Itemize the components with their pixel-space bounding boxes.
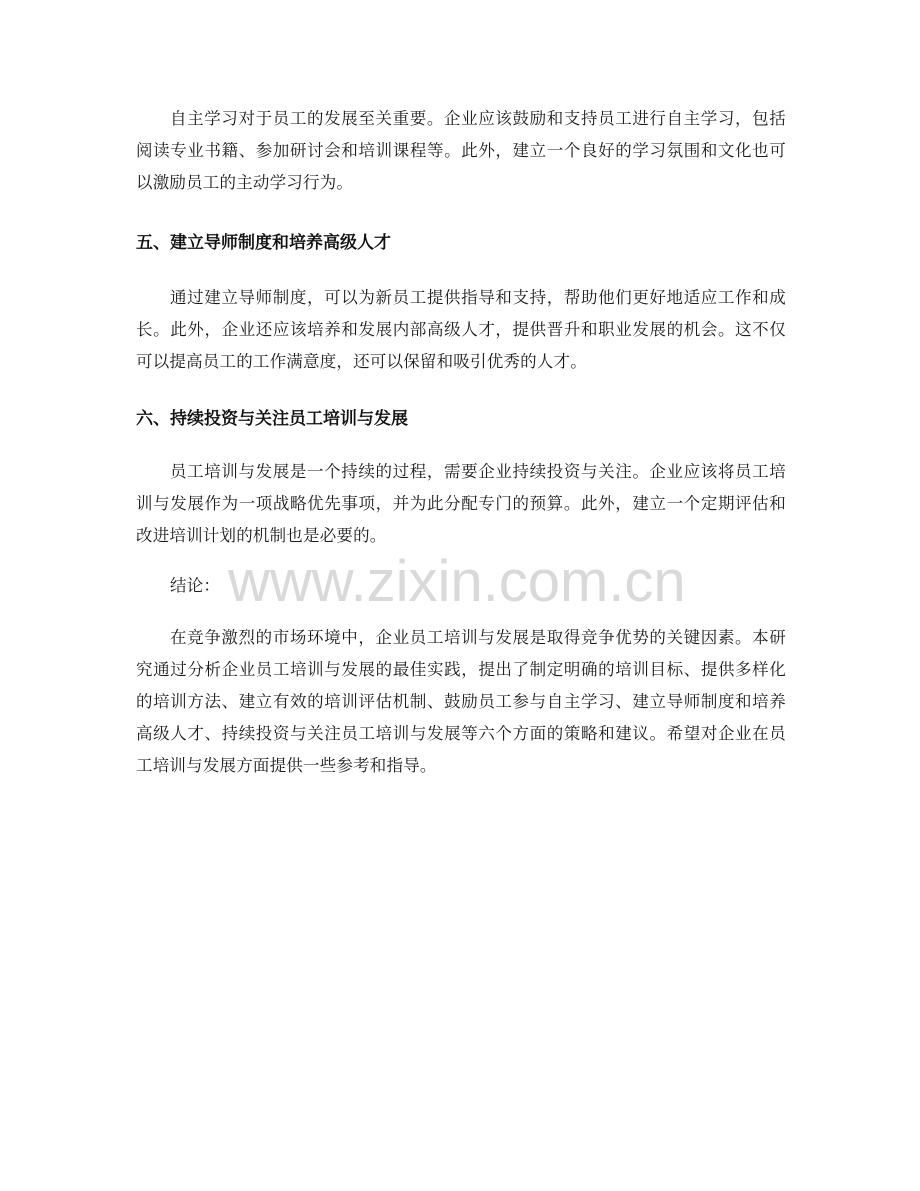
paragraph-mentorship: 通过建立导师制度，可以为新员工提供指导和支持，帮助他们更好地适应工作和成长。此外，企业还应该培养和发展内部高级人才，提供晋升和职业发展的机会。这不仅可以提高员工的工作满意度，还可以保留和吸引优秀的人才。 bbox=[136, 288, 786, 371]
paragraph-self-study: 自主学习对于员工的发展至关重要。企业应该鼓励和支持员工进行自主学习，包括阅读专业书籍、参加研讨会和培训课程等。此外，建立一个良好的学习氛围和文化也可以激励员工的主动学习行为。 bbox=[136, 109, 786, 192]
section-heading-5: 五、建立导师制度和培养高级人才 bbox=[136, 233, 391, 253]
paragraph-conclusion: 在竞争激烈的市场环境中，企业员工培训与发展是取得竞争优势的关键因素。本研究通过分析企业员工培训与发展的最佳实践，提出了制定明确的培训目标、提供多样化的培训方法、建立有效的培训评估机制、鼓励员工参与自主学习、建立导师制度和培养高级人才、持续投资与关注员工培训与发展等六个方面的策略和建议。希望对企业在员工培训与发展方面提供一些参考和指导。 bbox=[136, 628, 786, 775]
conclusion-label: 结论： bbox=[170, 576, 221, 595]
paragraph-continuous-investment: 员工培训与发展是一个持续的过程，需要企业持续投资与关注。企业应该将员工培训与发展作为一项战略优先事项，并为此分配专门的预算。此外，建立一个定期评估和改进培训计划的机制也是必要的。 bbox=[136, 462, 786, 545]
section-heading-6: 六、持续投资与关注员工培训与发展 bbox=[136, 409, 408, 429]
watermark-text: www.zixin.com.cn bbox=[228, 549, 686, 614]
